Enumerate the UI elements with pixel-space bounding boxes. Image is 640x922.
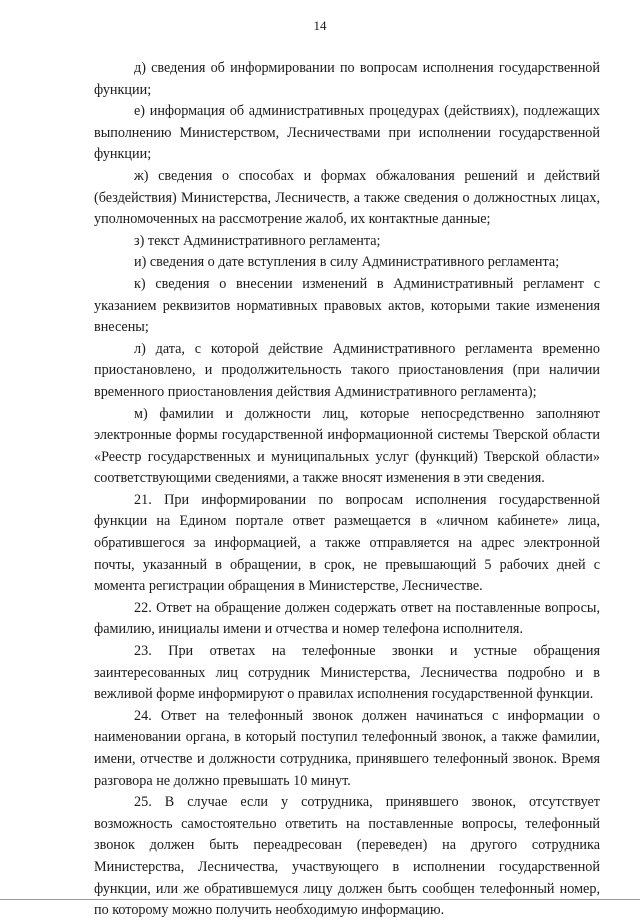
paragraph-l: л) дата, с которой действие Административного регламента временно приостановлено, и продолжительность такого приостановления (при наличии временного приостановления действия Административного регламента); bbox=[94, 340, 600, 400]
paragraph-24: 24. Ответ на телефонный звонок должен начинаться с информации о наименовании органа, в который поступил телефонный звонок, а также фамилии, имени, отчестве и должности сотрудника, принявшего телефонный звонок. Время разговора не должно превышать 10 минут. bbox=[94, 707, 600, 789]
paragraph-21: 21. При информировании по вопросам исполнения государственной функции на Едином портале ответ размещается в «личном кабинете» лица, обратившегося за информацией, а также отправляется на адрес электронной почты, указанный в обращении, в срок, не превышающий 5 рабочих дней с момента регистрации обращения в Министерстве, Лесничестве. bbox=[94, 491, 600, 595]
paragraph-d: д) сведения об информировании по вопросам исполнения государственной функции; bbox=[94, 60, 600, 98]
paragraph-zh: ж) сведения о способах и формах обжалования решений и действий (бездействия) Министерства, Лесничеств, а также сведения о должностных лицах, уполномоченных на рассмотрение жалоб, их контактные данные; bbox=[94, 167, 600, 228]
paragraph-22: 22. Ответ на обращение должен содержать ответ на поставленные вопросы, фамилию, инициалы имени и отчества и номер телефона исполнителя. bbox=[94, 599, 600, 638]
paragraph-e: е) информация об административных процедурах (действиях), подлежащих выполнению Министерством, Лесничествами при исполнении государственной функции; bbox=[94, 103, 600, 163]
paragraph-23: 23. При ответах на телефонные звонки и устные обращения заинтересованных лиц сотрудник Министерства, Лесничества подробно и в вежливой форме информируют о правилах исполнения государственной функции. bbox=[94, 643, 600, 703]
paragraph-i: и) сведения о дате вступления в силу Административного регламента; bbox=[134, 254, 560, 271]
paragraph-k: к) сведения о внесении изменений в Административный регламент с указанием реквизитов нормативных правовых актов, которыми такие изменения внесены; bbox=[94, 275, 600, 336]
paragraph-z: з) текст Административного регламента; bbox=[134, 232, 381, 249]
document-body bbox=[94, 58, 600, 922]
paragraph-m: м) фамилии и должности лиц, которые непосредственно заполняют электронные формы государственной информационной системы Тверской области «Реестр государственных и муниципальных услуг (функций) Тверской области» соответствующими сведениями, а также вносят изменения в эти сведения. bbox=[94, 405, 600, 487]
page-number: 14 bbox=[313, 18, 327, 33]
paragraph-25: 25. В случае если у сотрудника, принявшего звонок, отсутствует возможность самостоятельно ответить на поставленные вопросы, телефонный звонок должен быть переадресован (переведен) на другого сотрудника Министерства, Лесничества, участвующего в исполнении государственной функции, или же обратившемуся лицу должен быть сообщен телефонный номер, по которому можно получить необходимую информацию. bbox=[94, 794, 600, 919]
page-bottom-divider bbox=[0, 899, 640, 900]
